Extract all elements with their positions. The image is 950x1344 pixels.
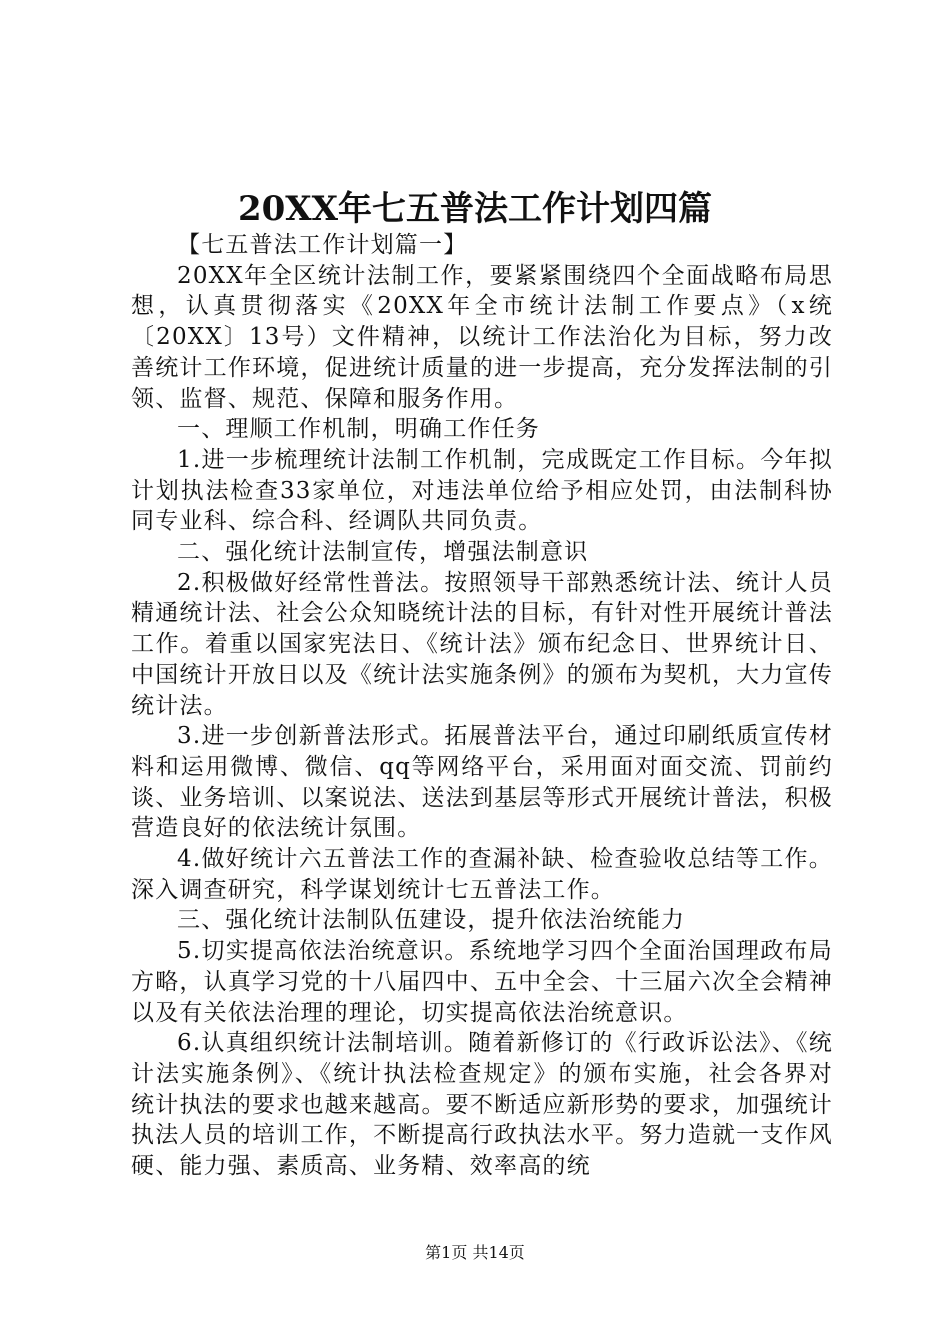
document-title: 20XX年七五普法工作计划四篇 <box>237 189 713 229</box>
document-body <box>131 230 833 1182</box>
page-footer: 第1页 共14页 <box>425 1243 525 1262</box>
section-heading: 一、理顺工作机制，明确工作任务 <box>177 416 540 443</box>
body-paragraph: 5.切实提高依法治统意识。系统地学习四个全面治国理政布局方略，认真学习党的十八届四中、五中全会、十三届六次全会精神以及有关依法治理的理论，切实提高依法治统意识。 <box>131 938 833 1026</box>
section-heading: 二、强化统计法制宣传，增强法制意识 <box>177 539 589 566</box>
body-paragraph: 20XX年全区统计法制工作，要紧紧围绕四个全面战略布局思想，认真贯彻落实《20XX年全市统计法制工作要点》（x统〔20XX〕13号）文件精神，以统计工作法治化为目标，努力改善统计工作环境，促进统计质量的进一步提高，充分发挥法制的引领、监督、规范、保障和服务作用。 <box>131 262 833 412</box>
body-paragraph: 2.积极做好经常性普法。按照领导干部熟悉统计法、统计人员精通统计法、社会公众知晓统计法的目标，有针对性开展统计普法工作。着重以国家宪法日、《统计法》颁布纪念日、世界统计日、中国统计开放日以及《统计法实施条例》的颁布为契机，大力宣传统计法。 <box>131 569 833 719</box>
section-heading: 三、强化统计法制队伍建设，提升依法治统能力 <box>177 907 686 934</box>
body-paragraph: 4.做好统计六五普法工作的查漏补缺、检查验收总结等工作。深入调查研究，科学谋划统计七五普法工作。 <box>131 846 833 903</box>
body-paragraph: 1.进一步梳理统计法制工作机制，完成既定工作目标。今年拟计划执法检查33家单位，对违法单位给予相应处罚，由法制科协同专业科、综合科、经调队共同负责。 <box>131 446 833 535</box>
body-paragraph: 6.认真组织统计法制培训。随着新修订的《行政诉讼法》、《统计法实施条例》、《统计执法检查规定》的颁布实施，社会各界对统计执法的要求也越来越高。要不断适应新形势的要求，加强统计执法人员的培训工作，不断提高行政执法水平。努力造就一支作风硬、能力强、素质高、业务精、效率高的统 <box>131 1030 833 1180</box>
body-paragraph: 3.进一步创新普法形式。拓展普法平台，通过印刷纸质宣传材料和运用微博、微信、qq等网络平台，采用面对面交流、罚前约谈、业务培训、以案说法、送法到基层等形式开展统计普法，积极营造良好的依法统计氛围。 <box>131 723 833 842</box>
section-heading: 【七五普法工作计划篇一】 <box>177 232 468 258</box>
